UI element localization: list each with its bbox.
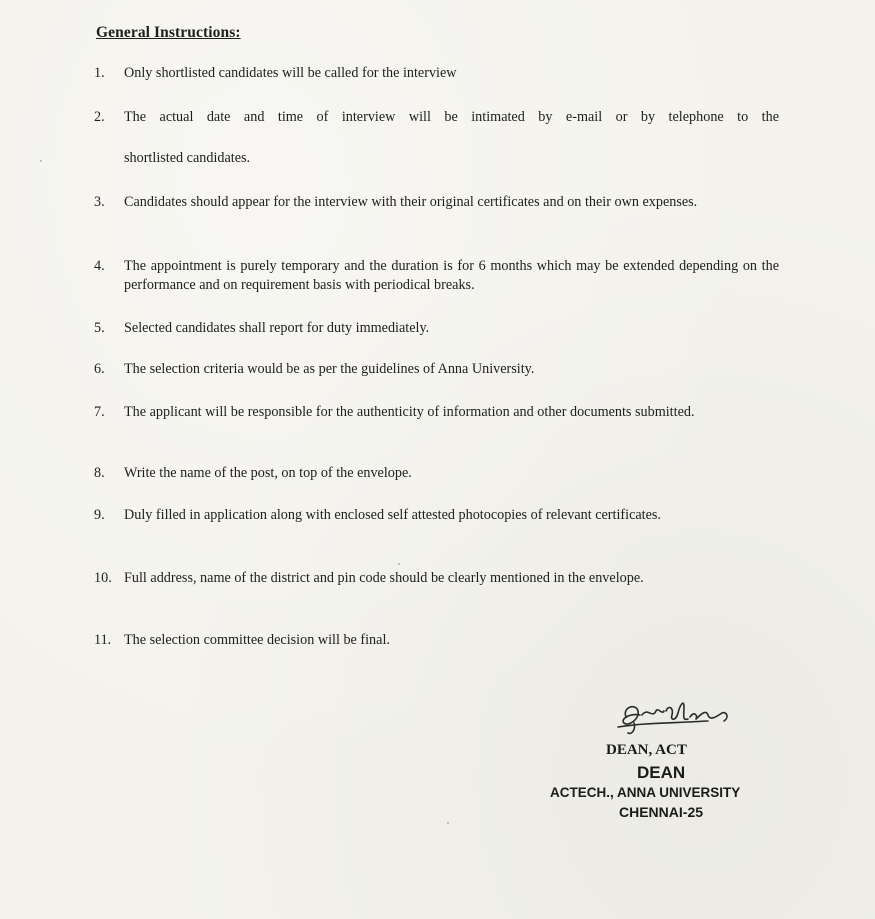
- item-number: 7.: [94, 404, 105, 420]
- instruction-item: [94, 464, 779, 483]
- item-text: The actual date and time of interview will be intimated by e-mail or by telephone to the: [124, 109, 779, 125]
- item-number: 3.: [94, 194, 105, 210]
- instruction-item: [94, 506, 779, 525]
- item-text: Full address, name of the district and pin code should be clearly mentioned in the envelope.: [124, 570, 644, 586]
- item-text: The selection committee decision will be final.: [124, 632, 390, 648]
- instruction-item: [94, 569, 779, 588]
- stamp-institution: ACTECH., ANNA UNIVERSITY: [550, 785, 741, 800]
- signatory-title: DEAN, ACT: [606, 742, 687, 758]
- item-text: The applicant will be responsible for the authenticity of information and other documents submitted.: [124, 404, 695, 420]
- item-text: Only shortlisted candidates will be called for the interview: [124, 65, 457, 81]
- instruction-item: [94, 631, 779, 650]
- instruction-item: [94, 193, 779, 212]
- item-number: 8.: [94, 465, 105, 481]
- instruction-item: [94, 360, 779, 379]
- item-number: 6.: [94, 361, 105, 377]
- instruction-item: [94, 108, 779, 168]
- item-text: Candidates should appear for the interview with their original certificates and on their own expenses.: [124, 194, 698, 210]
- item-number: 10.: [94, 570, 112, 586]
- instruction-item: [94, 257, 779, 295]
- item-number: 11.: [94, 632, 112, 648]
- item-text: The selection criteria would be as per the guidelines of Anna University.: [124, 361, 535, 377]
- item-text: Duly filled in application along with enclosed self attested photocopies of relevant certificates.: [124, 507, 661, 523]
- scan-speck: [398, 563, 400, 565]
- stamp-title: DEAN: [637, 763, 686, 782]
- instruction-item: [94, 319, 779, 338]
- item-text: The appointment is purely temporary and the duration is for 6 months which may be extended depending on the performance and on requirement basis with periodical breaks.: [124, 258, 779, 293]
- item-number: 9.: [94, 507, 105, 523]
- scan-speck: [447, 822, 449, 824]
- instruction-item: [94, 64, 779, 83]
- item-number: 4.: [94, 258, 105, 274]
- item-text: Selected candidates shall report for duty immediately.: [124, 320, 430, 336]
- item-number: 2.: [94, 109, 105, 125]
- item-number: 1.: [94, 65, 105, 81]
- item-text: Write the name of the post, on top of the envelope.: [124, 465, 412, 481]
- handwritten-signature: [612, 693, 742, 739]
- scan-speck: [40, 160, 42, 162]
- item-number: 5.: [94, 320, 105, 336]
- section-heading: General Instructions:: [96, 24, 241, 41]
- instruction-item: [94, 403, 779, 422]
- stamp-city: CHENNAI-25: [619, 804, 704, 820]
- item-text-continuation: shortlisted candidates.: [124, 150, 251, 166]
